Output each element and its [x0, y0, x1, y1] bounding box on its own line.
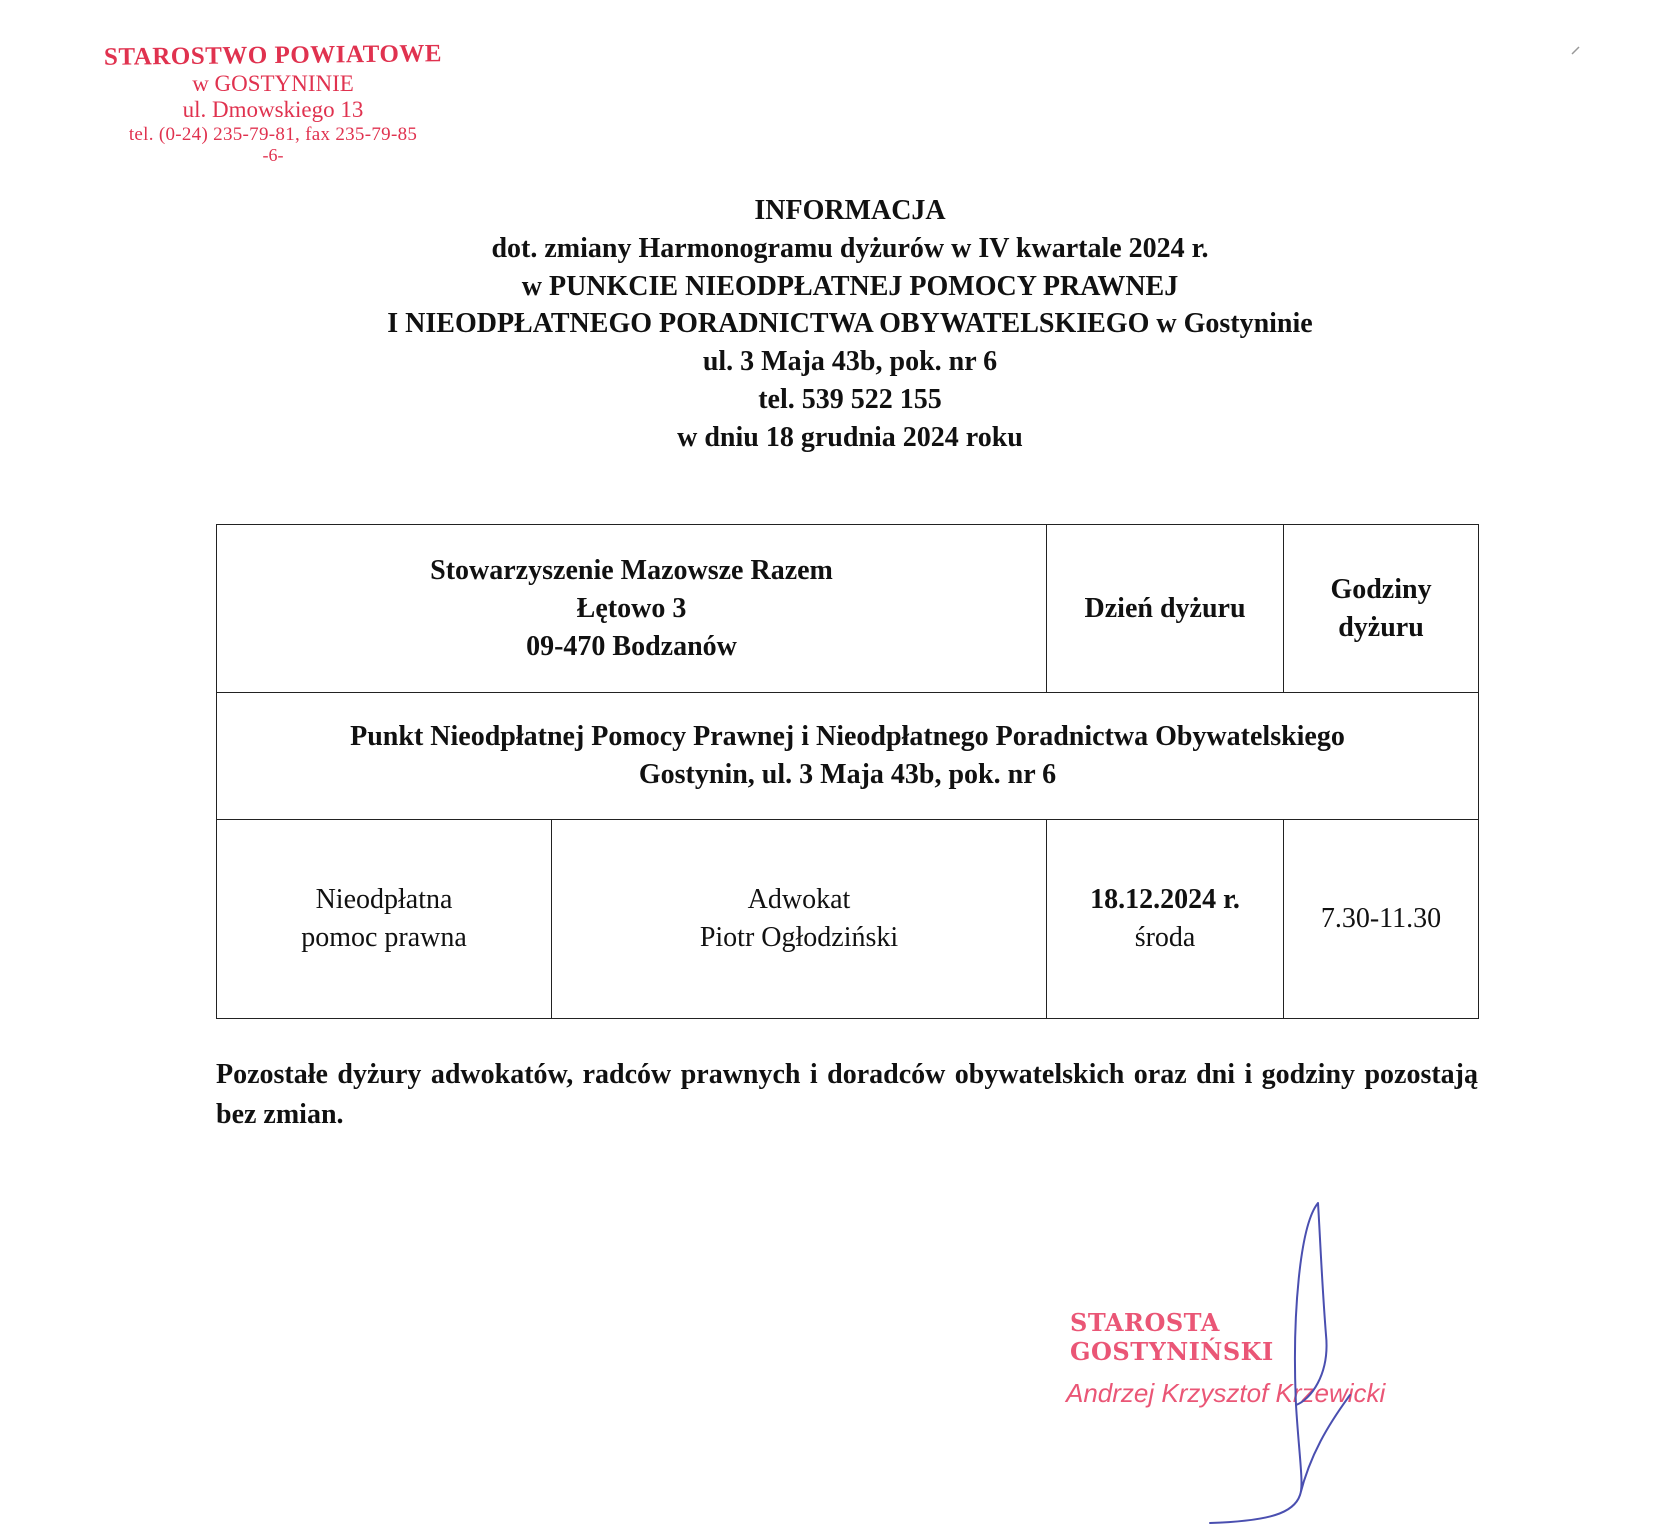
office-stamp — [78, 42, 468, 166]
duty-date-cell — [1047, 820, 1284, 1019]
heading-line: I NIEODPŁATNEGO PORADNICTWA OBYWATELSKIEGO w Gostyninie — [387, 308, 1313, 340]
point-name: Punkt Nieodpłatnej Pomocy Prawnej i Nieodpłatnego Poradnictwa Obywatelskiego — [350, 721, 1345, 752]
header-duty-hours: Godziny dyżuru — [1284, 525, 1479, 693]
stamp-line-town: w GOSTYNINIE — [192, 70, 354, 96]
heading-line: w PUNKCIE NIEODPŁATNEJ POMOCY PRAWNEJ — [521, 270, 1179, 302]
closing-note: Pozostałe dyżury adwokatów, radców prawnych i doradców obywatelskich oraz dni i godziny pozostają bez zmian. — [216, 1059, 1478, 1130]
organization-postcode: 09-470 Bodzanów — [526, 630, 737, 662]
duty-weekday: środa — [1134, 922, 1196, 953]
duty-schedule-table — [216, 524, 1479, 1019]
duty-hours-cell — [1284, 820, 1479, 1019]
person-name: Piotr Ogłodziński — [699, 922, 899, 953]
stamp-line-street: ul. Dmowskiego 13 — [182, 97, 364, 123]
stamp-line-office: STAROSTWO POWIATOWE — [103, 40, 443, 71]
handwritten-signature — [1200, 1195, 1380, 1525]
organization-address: Łętowo 3 — [576, 592, 687, 624]
organization-cell — [217, 525, 1047, 693]
table-row — [217, 820, 1479, 1019]
person-role: Adwokat — [747, 884, 851, 915]
heading-title: INFORMACJA — [754, 195, 946, 226]
stamp-line-number: -6- — [262, 145, 284, 166]
signatory-name: Andrzej Krzysztof Krzewicki — [1066, 1378, 1386, 1408]
scan-speck-icon — [1570, 44, 1582, 56]
duty-hours: 7.30-11.30 — [1320, 903, 1442, 934]
heading-date: w dniu 18 grudnia 2024 roku — [677, 421, 1023, 453]
signatory-title: STAROSTA GOSTYNIŃSKI — [1070, 1308, 1274, 1366]
stamp-line-phone: tel. (0-24) 235-79-81, fax 235-79-85 — [128, 123, 418, 145]
header-duty-day: Dzień dyżuru — [1047, 525, 1284, 693]
heading-address: ul. 3 Maja 43b, pok. nr 6 — [702, 346, 998, 378]
point-cell — [217, 693, 1479, 820]
document-heading — [0, 192, 1655, 457]
duty-date: 18.12.2024 r. — [1090, 884, 1240, 915]
heading-phone: tel. 539 522 155 — [758, 383, 942, 415]
service-type-cell: Nieodpłatna pomoc prawna — [217, 820, 552, 1019]
point-address: Gostynin, ul. 3 Maja 43b, pok. nr 6 — [638, 759, 1057, 790]
table-row — [217, 693, 1479, 820]
person-cell — [552, 820, 1047, 1019]
table-row — [217, 525, 1479, 693]
organization-name: Stowarzyszenie Mazowsze Razem — [430, 554, 833, 586]
heading-line: dot. zmiany Harmonogramu dyżurów w IV kwartale 2024 r. — [491, 232, 1209, 264]
